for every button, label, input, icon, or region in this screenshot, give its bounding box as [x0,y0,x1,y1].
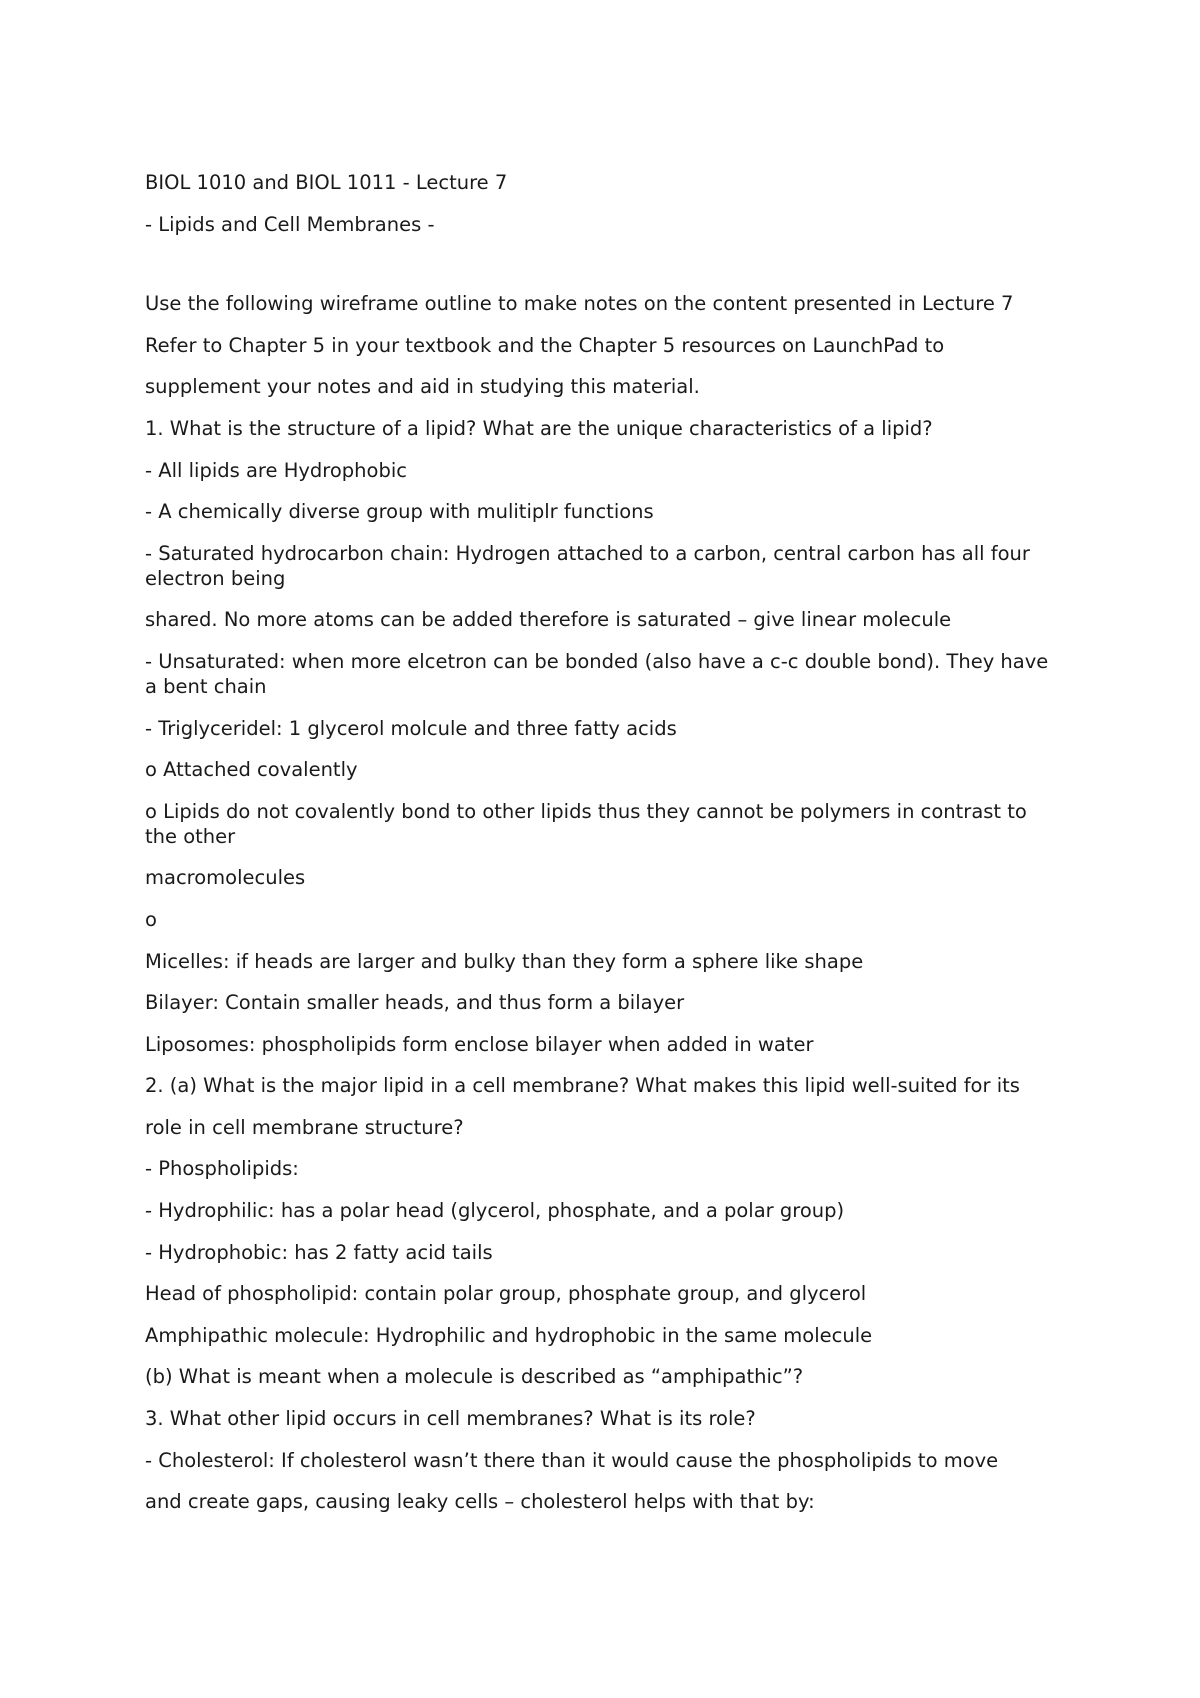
intro-line: Refer to Chapter 5 in your textbook and the Chapter 5 resources on LaunchPad to [145,333,945,357]
note-line: and create gaps, causing leaky cells – cholesterol helps with that by: [145,1490,815,1514]
note-line: o Attached covalently [145,758,358,782]
note-line: o Lipids do not covalently bond to other lipids thus they cannot be polymers in contrast to the other [145,799,1027,848]
question-2a-continued: role in cell membrane structure? [145,1115,464,1139]
note-line: Liposomes: phospholipids form enclose bilayer when added in water [145,1032,814,1056]
note-line: macromolecules [145,866,306,890]
question-2b: (b) What is meant when a molecule is described as “amphipathic”? [145,1365,804,1389]
note-line: - Saturated hydrocarbon chain: Hydrogen attached to a carbon, central carbon has all four electron being [145,541,1030,590]
note-line: - Phospholipids: [145,1157,299,1181]
note-line: - Unsaturated: when more elcetron can be bonded (also have a c-c double bond). They have a bent chain [145,649,1049,698]
note-line: - Hydrophobic: has 2 fatty acid tails [145,1240,493,1264]
document-title: BIOL 1010 and BIOL 1011 - Lecture 7 [145,171,508,194]
note-line: - All lipids are Hydrophobic [145,458,407,482]
intro-line: Use the following wireframe outline to make notes on the content presented in Lecture 7 [145,292,1014,316]
question-3: 3. What other lipid occurs in cell membranes? What is its role? [145,1407,756,1431]
note-line: shared. No more atoms can be added therefore is saturated – give linear molecule [145,608,952,632]
question-2a: 2. (a) What is the major lipid in a cell membrane? What makes this lipid well-suited for its [145,1074,1020,1098]
blank-line [145,253,1065,291]
document-subtitle: - Lipids and Cell Membranes - [145,212,435,236]
note-line: Micelles: if heads are larger and bulky than they form a sphere like shape [145,949,864,973]
note-line: Amphipathic molecule: Hydrophilic and hydrophobic in the same molecule [145,1323,873,1347]
note-line: Head of phospholipid: contain polar group, phosphate group, and glycerol [145,1282,867,1306]
note-line: o [145,907,157,931]
note-line: - Triglyceridel: 1 glycerol molcule and three fatty acids [145,716,677,740]
note-line: - Hydrophilic: has a polar head (glycerol, phosphate, and a polar group) [145,1199,845,1223]
note-line: - A chemically diverse group with mulitiplr functions [145,500,654,524]
document-body [145,170,1065,1531]
note-line: - Cholesterol: If cholesterol wasn’t there than it would cause the phospholipids to move [145,1448,999,1472]
question-1: 1. What is the structure of a lipid? What are the unique characteristics of a lipid? [145,416,933,440]
intro-line: supplement your notes and aid in studying this material. [145,375,700,399]
note-line: Bilayer: Contain smaller heads, and thus form a bilayer [145,991,685,1015]
